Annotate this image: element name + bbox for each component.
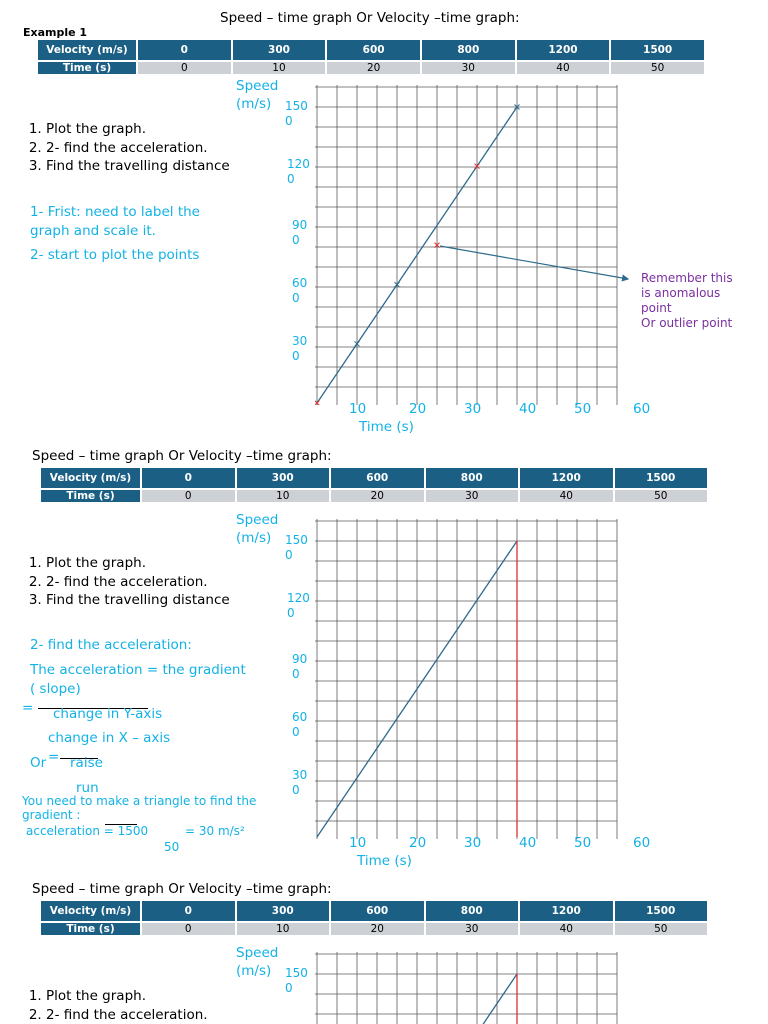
time-row — [40, 922, 708, 935]
numerator-text: change in Y-axis — [53, 706, 163, 722]
velocity-cell: 800 — [421, 40, 516, 61]
time-cell: 30 — [425, 922, 520, 935]
time-cell: 50 — [614, 922, 709, 935]
speed-time-graph-2 — [315, 519, 618, 839]
y-tick: 120 0 — [287, 591, 310, 620]
acceleration-heading: 2- find the acceleration: — [30, 637, 192, 653]
example-label: Example 1 — [23, 26, 88, 39]
velocity-cell: 800 — [425, 901, 520, 922]
y-tick: 60 0 — [292, 710, 308, 739]
step-item: 2. 2- find the acceleration. — [46, 573, 230, 592]
section-title: Speed – time graph Or Velocity –time graph: — [32, 881, 332, 897]
velocity-cell: 800 — [425, 468, 520, 489]
velocity-cell: 0 — [141, 468, 236, 489]
velocity-row — [40, 901, 708, 922]
velocity-header: Velocity (m/s) — [37, 40, 137, 61]
step-item: 3. Find the travelling distance — [46, 157, 230, 176]
velocity-cell: 0 — [137, 40, 232, 61]
time-cell: 30 — [425, 489, 520, 502]
gradient-text: The acceleration = the gradient ( slope) — [30, 662, 246, 697]
x-tick: 50 — [574, 835, 592, 851]
time-header: Time (s) — [37, 61, 137, 74]
denominator-text: change in X – axis — [48, 730, 171, 746]
step-item: 1. Plot the graph. — [46, 120, 230, 139]
x-tick: 20 — [409, 835, 427, 851]
velocity-cell: 1500 — [610, 40, 705, 61]
x-tick: 30 — [464, 401, 482, 417]
time-cell: 20 — [326, 61, 421, 74]
x-tick: 10 — [349, 835, 367, 851]
steps-list — [10, 120, 230, 176]
step-item: 2. 2- find the acceleration. — [46, 139, 230, 158]
time-cell: 50 — [610, 61, 705, 74]
velocity-row — [37, 40, 705, 61]
grid-lines — [315, 952, 617, 1024]
y-axis-label: Speed (m/s) — [236, 512, 279, 546]
velocity-cell: 1200 — [519, 468, 614, 489]
section-title: Speed – time graph Or Velocity –time graph: — [220, 10, 520, 26]
y-tick: 150 0 — [285, 533, 308, 562]
velocity-row — [40, 468, 708, 489]
x-tick: 50 — [574, 401, 592, 417]
velocity-cell: 300 — [232, 40, 327, 61]
y-tick: 150 0 — [285, 966, 308, 995]
time-cell: 0 — [141, 922, 236, 935]
callout-arrow — [430, 238, 640, 288]
velocity-header: Velocity (m/s) — [40, 468, 141, 489]
note-label-scale: 1- Frist: need to label the graph and scale it. — [30, 204, 200, 239]
time-cell: 20 — [330, 489, 425, 502]
y-tick: 60 0 — [292, 276, 308, 305]
y-tick: 90 0 — [292, 652, 308, 681]
time-header: Time (s) — [40, 489, 141, 502]
acceleration-denominator: 50 — [164, 840, 180, 854]
x-tick: 40 — [519, 401, 537, 417]
time-cell: 40 — [519, 489, 614, 502]
velocity-cell: 0 — [141, 901, 236, 922]
steps-list — [10, 554, 230, 610]
velocity-cell: 600 — [330, 901, 425, 922]
time-cell: 0 — [137, 61, 232, 74]
y-tick: 90 0 — [292, 218, 308, 247]
equals-sign: = — [48, 749, 60, 765]
grid-lines — [315, 519, 617, 839]
y-axis-label: Speed (m/s) — [236, 945, 279, 979]
acceleration-calc: acceleration = 1500 — [26, 824, 149, 838]
velocity-cell: 1500 — [614, 901, 709, 922]
equals-sign: = — [22, 700, 34, 716]
time-cell: 10 — [236, 489, 331, 502]
time-header: Time (s) — [40, 922, 141, 935]
time-cell: 40 — [519, 922, 614, 935]
or-label: Or — [30, 755, 47, 771]
callout-text: Remember this is anomalous point Or outlier point — [641, 271, 733, 330]
step-item: 2. 2- find the acceleration. — [46, 1006, 208, 1024]
x-axis-label: Time (s) — [359, 419, 414, 435]
time-cell: 10 — [236, 922, 331, 935]
speed-time-graph-3 — [315, 952, 618, 1024]
step-item: 3. Find the travelling distance — [46, 591, 230, 610]
x-tick: 60 — [633, 835, 651, 851]
velocity-cell: 600 — [330, 468, 425, 489]
time-cell: 0 — [141, 489, 236, 502]
y-tick: 120 0 — [287, 157, 310, 186]
time-cell: 10 — [232, 61, 327, 74]
data-table — [36, 40, 706, 74]
triangle-note: You need to make a triangle to find the gradient : — [22, 794, 257, 822]
section-title: Speed – time graph Or Velocity –time graph: — [32, 448, 332, 464]
x-tick: 10 — [349, 401, 367, 417]
y-tick: 30 0 — [292, 768, 308, 797]
run-text: run — [76, 780, 99, 796]
x-tick: 40 — [519, 835, 537, 851]
time-cell: 30 — [421, 61, 516, 74]
raise-text: raise — [70, 755, 103, 771]
x-tick: 60 — [633, 401, 651, 417]
step-item: 1. Plot the graph. — [46, 554, 230, 573]
velocity-header: Velocity (m/s) — [40, 901, 141, 922]
note-plot-points: 2- start to plot the points — [30, 247, 200, 263]
time-row — [40, 489, 708, 502]
y-tick: 30 0 — [292, 334, 308, 363]
time-cell: 40 — [516, 61, 611, 74]
y-tick: 150 0 — [285, 99, 308, 128]
acceleration-result: = 30 m/s² — [185, 824, 245, 838]
x-tick: 20 — [409, 401, 427, 417]
velocity-cell: 300 — [236, 468, 331, 489]
time-cell: 50 — [614, 489, 709, 502]
y-axis-label: Speed (m/s) — [236, 78, 279, 112]
velocity-cell: 300 — [236, 901, 331, 922]
velocity-cell: 1200 — [516, 40, 611, 61]
data-table — [39, 901, 709, 935]
x-axis-label: Time (s) — [357, 853, 412, 869]
velocity-cell: 600 — [326, 40, 421, 61]
steps-list — [10, 987, 208, 1024]
time-cell: 20 — [330, 922, 425, 935]
velocity-cell: 1200 — [519, 901, 614, 922]
step-item: 1. Plot the graph. — [46, 987, 208, 1006]
time-row — [37, 61, 705, 74]
x-tick: 30 — [464, 835, 482, 851]
velocity-cell: 1500 — [614, 468, 709, 489]
data-table — [39, 468, 709, 502]
